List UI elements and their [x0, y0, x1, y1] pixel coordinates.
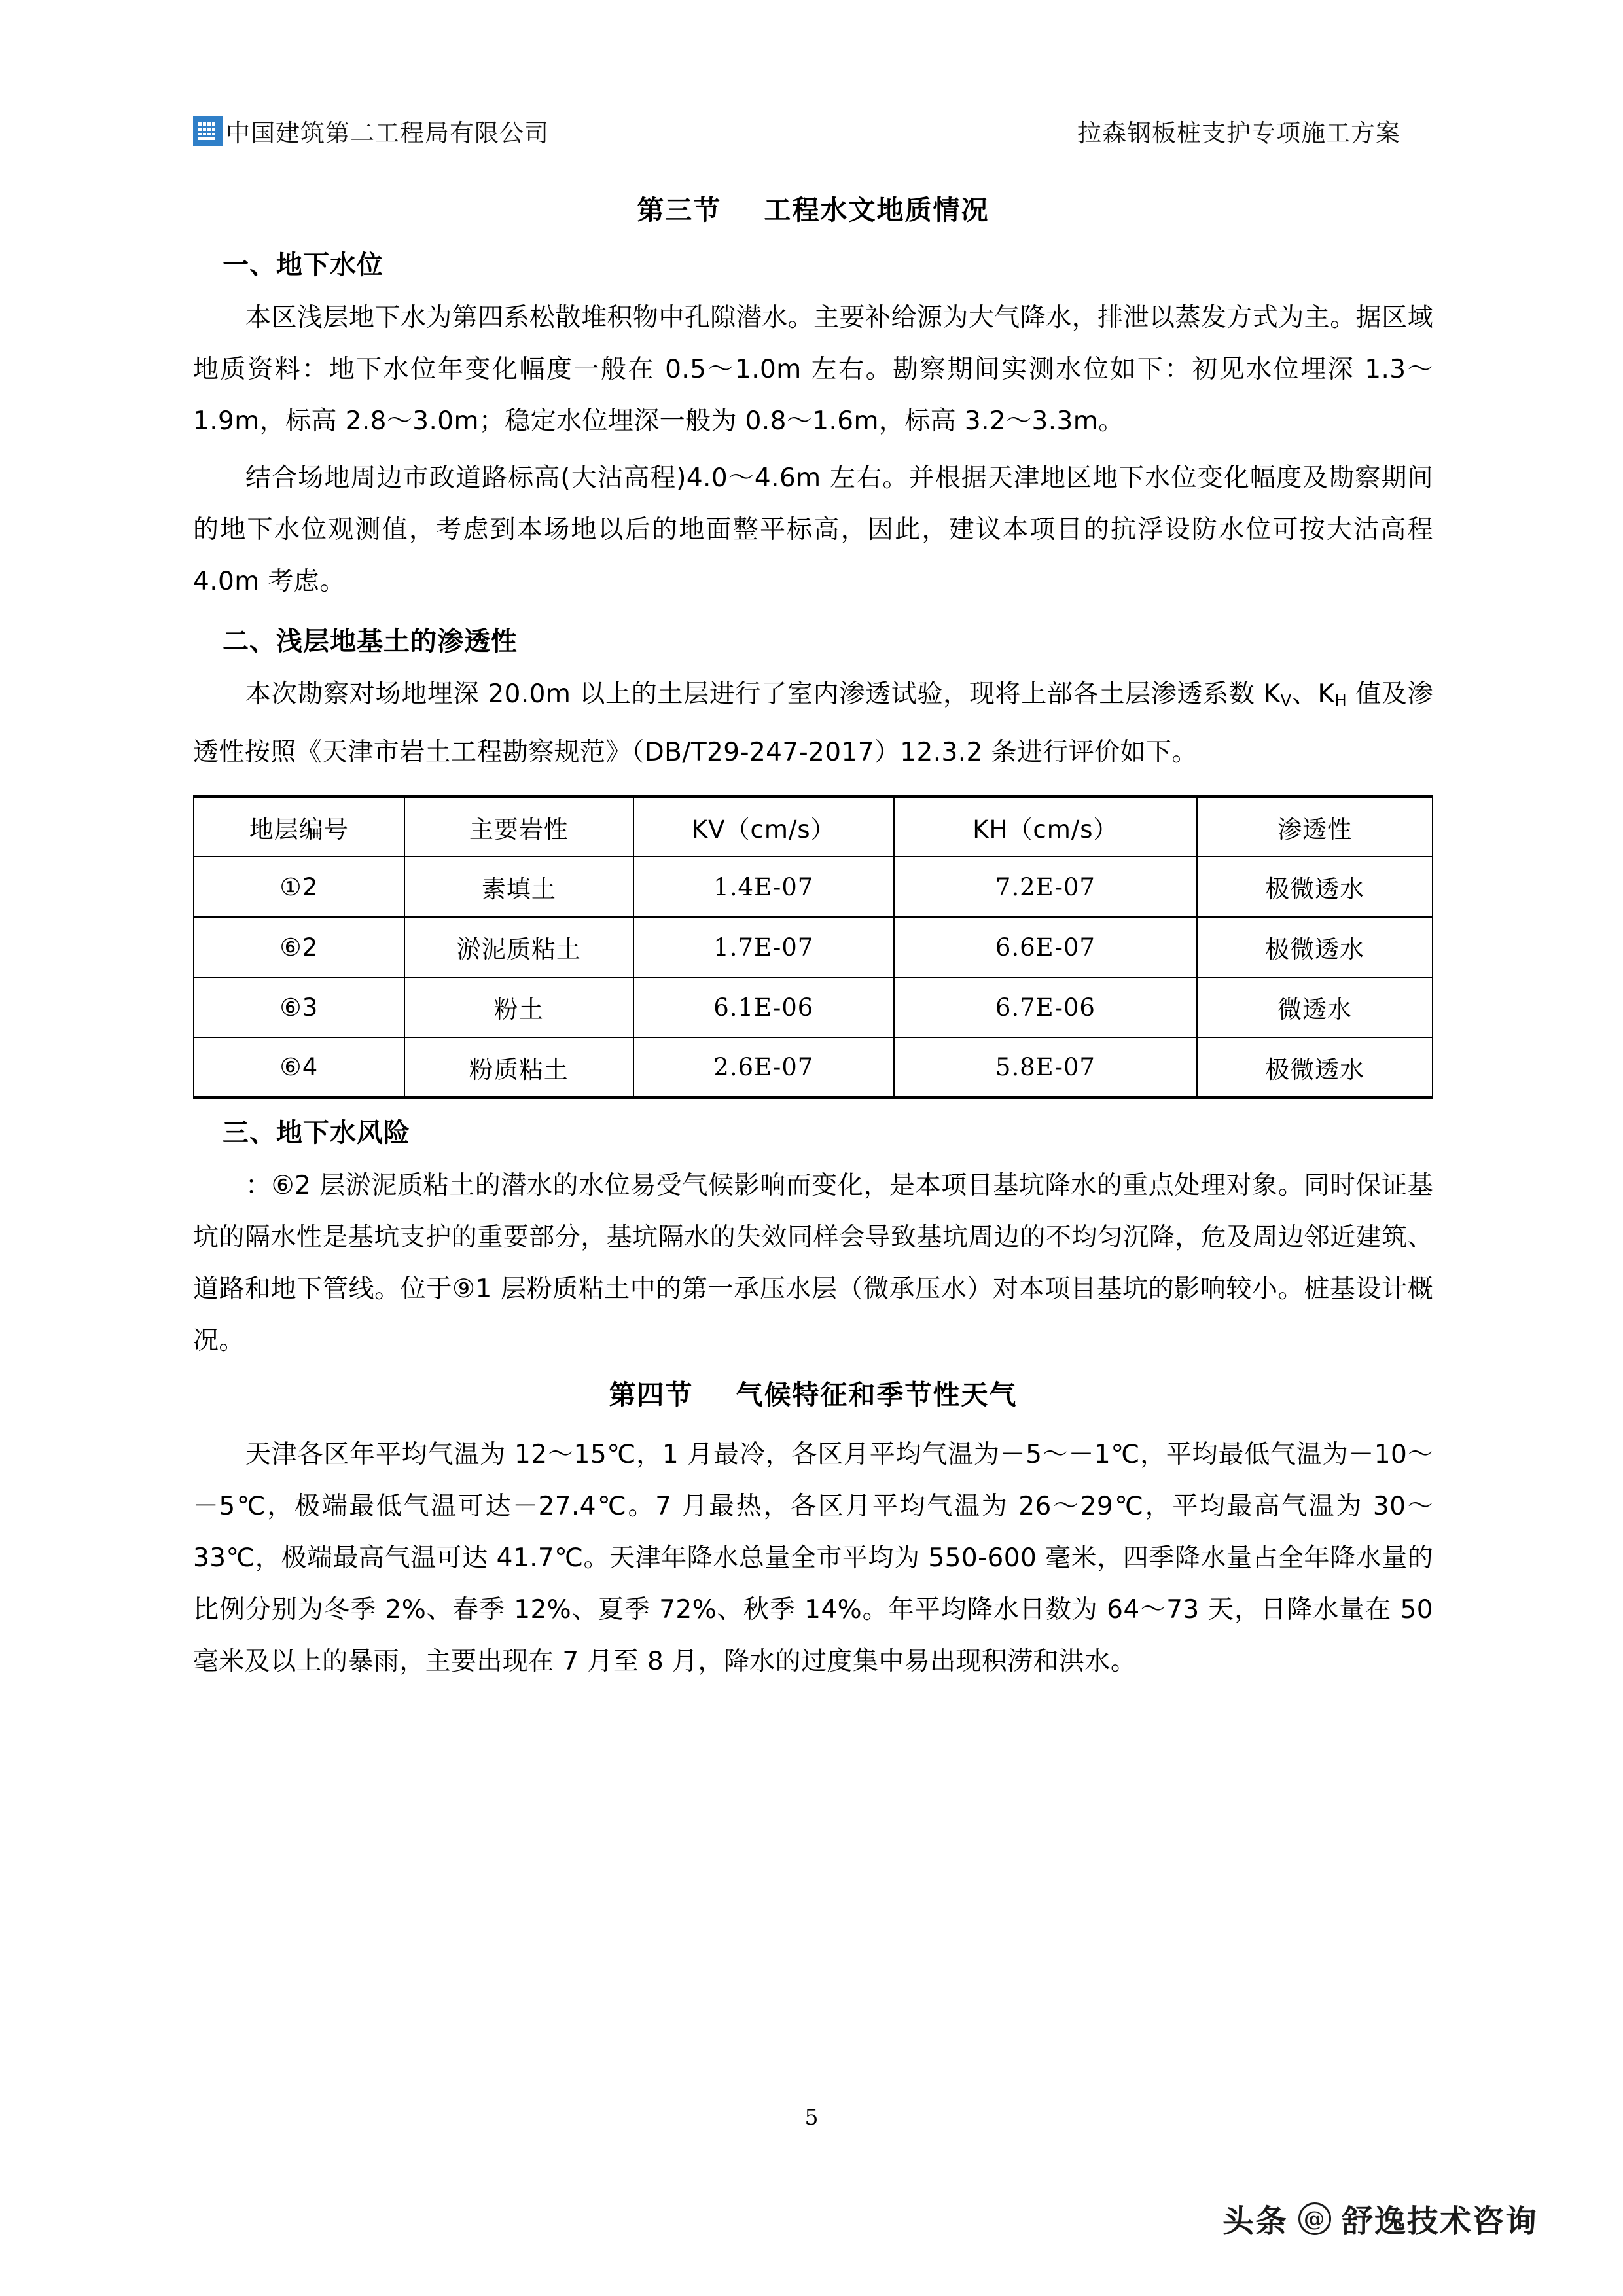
- header-left-group: [193, 113, 549, 149]
- section-4-title: 第四节 气候特征和季节性天气: [609, 1379, 1018, 1411]
- subsection-1-paragraph-2: 结合场地周边市政道路标高(大沽高程)4.0～4.6m 左右。并根据天津地区地下水位变化幅度及勘察期间的地下水位观测值，考虑到本场地以后的地面整平标高，因此，建议本项目的抗浮设防水位可按大沽高程 4.0m 考虑。: [193, 463, 1433, 596]
- table-header-kv: KV（cm/s）: [633, 797, 894, 857]
- cscec-logo-icon: [193, 116, 223, 146]
- header-document-title: 拉森钢板桩支护专项施工方案: [1077, 119, 1400, 147]
- watermark: [1222, 2196, 1538, 2241]
- cell-kv: 6.1E-06: [633, 977, 894, 1037]
- kh-subscript: H: [1334, 691, 1347, 710]
- table-header-lithology: 主要岩性: [404, 797, 633, 857]
- cell-lithology: 粉质粘土: [404, 1037, 633, 1098]
- cell-kv: 1.4E-07: [633, 857, 894, 917]
- cell-stratum-no: ⑥4: [194, 1037, 404, 1098]
- cell-lithology: 素填土: [404, 857, 633, 917]
- table-header-kh: KH（cm/s）: [894, 797, 1198, 857]
- cell-kv: 1.7E-07: [633, 917, 894, 977]
- cell-permeability: 微透水: [1197, 977, 1433, 1037]
- cell-stratum-no: ⑥3: [194, 977, 404, 1037]
- table-row: [194, 857, 1433, 917]
- subsection-1-title: 一、地下水位: [223, 250, 383, 280]
- cell-lithology: 粉土: [404, 977, 633, 1037]
- cell-stratum-no: ⑥2: [194, 917, 404, 977]
- section-4-paragraph-1: 天津各区年平均气温为 12～15℃，1 月最冷，各区月平均气温为－5～－1℃，平均最低气温为－10～－5℃，极端最低气温可达－27.4℃。7 月最热，各区月平均气温为 26～29℃，平均最高气温为 30～33℃，极端最高气温可达 41.7℃。天津年降水总量全市平均为 550-600 毫米，四季降水量占全年降水量的比例分别为冬季 2%、春季 12%、夏季 72%、秋季 14%。年平均降水日数为 64～73 天，日降水量在 50 毫米及以上的暴雨，主要出现在 7 月至 8 月，降水的过度集中易出现积涝和洪水。: [193, 1440, 1433, 1677]
- cell-kh: 6.6E-07: [894, 917, 1198, 977]
- table-row: [194, 1037, 1433, 1098]
- cell-permeability: 极微透水: [1197, 917, 1433, 977]
- subsection-2-paragraph-1: [193, 668, 1433, 778]
- subsection-2-title: 二、浅层地基土的渗透性: [223, 626, 518, 656]
- table-header-row: [194, 797, 1433, 857]
- cell-lithology: 淤泥质粘土: [404, 917, 633, 977]
- sub2-text-c: 值及渗透性按照《天津市岩土工程勘察规范》（DB/T29-247-2017）12.3.2 条进行评价如下。: [193, 679, 1434, 768]
- subsection-3-title: 三、地下水风险: [223, 1118, 410, 1149]
- sub2-text-b: 、K: [1291, 679, 1335, 709]
- table-row: [194, 917, 1433, 977]
- subsection-1-paragraph-1: 本区浅层地下水为第四系松散堆积物中孔隙潜水。主要补给源为大气降水，排泄以蒸发方式为主。据区域地质资料：地下水位年变化幅度一般在 0.5～1.0m 左右。勘察期间实测水位如下：初见水位埋深 1.3～1.9m，标高 2.8～3.0m；稳定水位埋深一般为 0.8～1.6m，标高 3.2～3.3m。: [193, 303, 1433, 436]
- document-body: [193, 177, 1433, 1693]
- section-3-title: 第三节 工程水文地质情况: [637, 194, 990, 226]
- page-header: [193, 108, 1436, 154]
- table-header-permeability: 渗透性: [1197, 797, 1433, 857]
- sub2-text-a: 本次勘察对场地埋深 20.0m 以上的土层进行了室内渗透试验，现将上部各土层渗透系数 K: [245, 679, 1281, 709]
- page-number: 5: [804, 2104, 819, 2130]
- table-row: [194, 977, 1433, 1037]
- subsection-3-paragraph-1: ：⑥2 层淤泥质粘土的潜水的水位易受气候影响而变化，是本项目基坑降水的重点处理对象。同时保证基坑的隔水性是基坑支护的重要部分，基坑隔水的失效同样会导致基坑周边的不均匀沉降，危及周边邻近建筑、道路和地下管线。位于⑨1 层粉质粘土中的第一承压水层（微承压水）对本项目基坑的影响较小。桩基设计概况。: [193, 1171, 1433, 1356]
- table-header-stratum-no: 地层编号: [194, 797, 404, 857]
- cell-kh: 5.8E-07: [894, 1037, 1198, 1098]
- cell-kh: 7.2E-07: [894, 857, 1198, 917]
- permeability-table: [193, 795, 1433, 1099]
- header-company-name: 中国建筑第二工程局有限公司: [226, 119, 549, 147]
- cell-stratum-no: ①2: [194, 857, 404, 917]
- watermark-account: 舒逸技术咨询: [1341, 2203, 1538, 2240]
- watermark-platform: 头条: [1222, 2203, 1288, 2240]
- at-icon: @: [1298, 2202, 1331, 2235]
- kv-subscript: V: [1280, 691, 1292, 710]
- cell-kh: 6.7E-06: [894, 977, 1198, 1037]
- cell-kv: 2.6E-07: [633, 1037, 894, 1098]
- cell-permeability: 极微透水: [1197, 1037, 1433, 1098]
- cell-permeability: 极微透水: [1197, 857, 1433, 917]
